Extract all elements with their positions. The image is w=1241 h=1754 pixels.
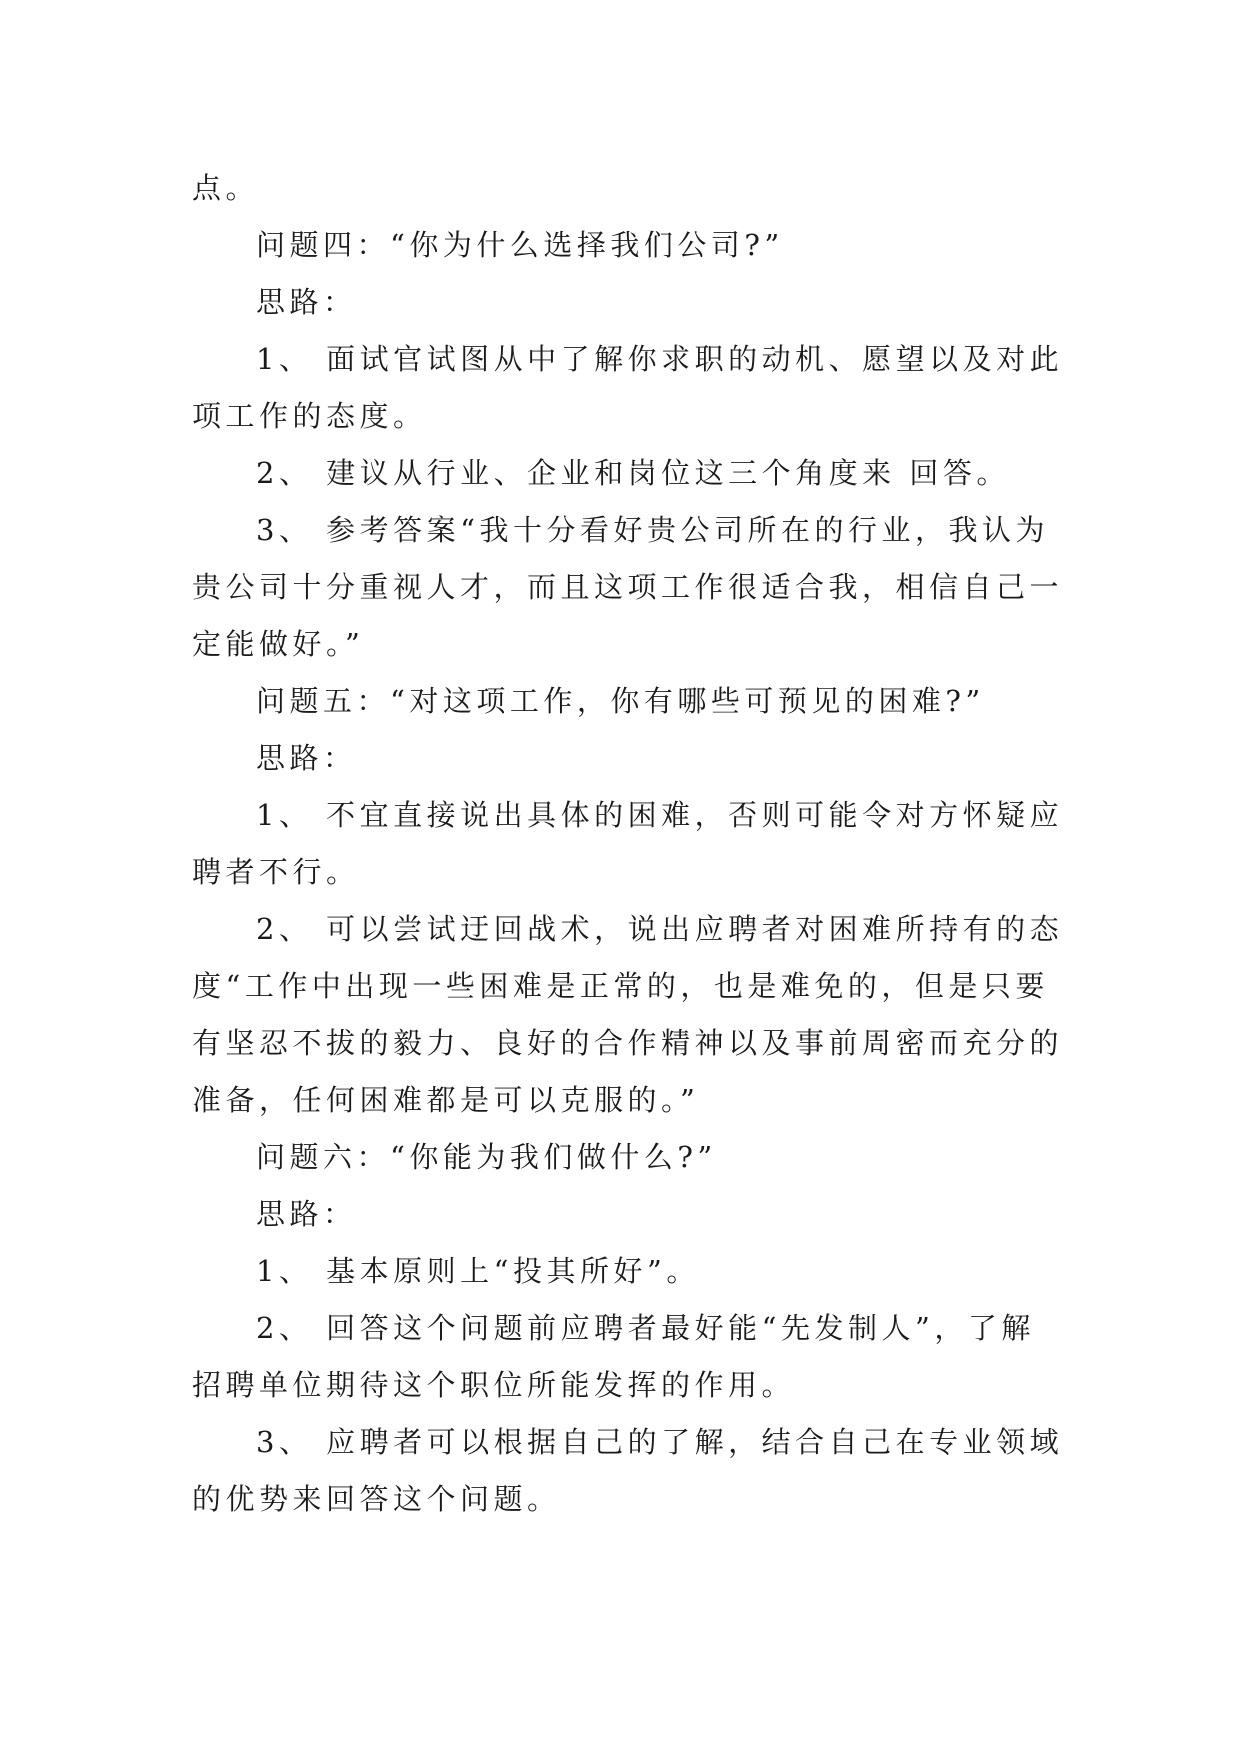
text-line: 项工作的态度。 <box>192 399 427 433</box>
question-heading: 问题五：“对这项工作，你有哪些可预见的困难?” <box>256 684 985 718</box>
text-line: 2、 建议从行业、企业和岗位这三个角度来 回答。 <box>256 456 1010 490</box>
text-line: 3、 参考答案“我十分看好贵公司所在的行业，我认为 <box>256 513 1049 547</box>
approach-label: 思路： <box>256 285 357 319</box>
text-line: 1、 面试官试图从中了解你求职的动机、愿望以及对此 <box>256 342 1064 376</box>
text-line: 2、 可以尝试迂回战术，说出应聘者对困难所持有的态 <box>256 912 1064 946</box>
text-line: 度“工作中出现一些困难是正常的，也是难免的，但是只要 <box>192 969 1049 1003</box>
text-line: 1、 不宜直接说出具体的困难，否则可能令对方怀疑应 <box>256 798 1064 832</box>
text-line: 聘者不行。 <box>192 855 360 889</box>
text-line: 贵公司十分重视人才，而且这项工作很适合我，相信自己一 <box>192 570 1064 604</box>
approach-label: 思路： <box>256 1197 357 1231</box>
text-line: 点。 <box>192 171 260 205</box>
text-line: 招聘单位期待这个职位所能发挥的作用。 <box>192 1368 796 1402</box>
text-line: 的优势来回答这个问题。 <box>192 1482 561 1516</box>
approach-label: 思路： <box>256 741 357 775</box>
question-heading: 问题四：“你为什么选择我们公司?” <box>256 228 784 262</box>
question-heading: 问题六：“你能为我们做什么?” <box>256 1140 717 1174</box>
text-line: 1、 基本原则上“投其所好”。 <box>256 1254 700 1288</box>
text-line: 有坚忍不拔的毅力、良好的合作精神以及事前周密而充分的 <box>192 1026 1064 1060</box>
text-line: 3、 应聘者可以根据自己的了解，结合自己在专业领域 <box>256 1425 1064 1459</box>
text-line: 准备，任何困难都是可以克服的。” <box>192 1083 700 1117</box>
body-text <box>192 160 1064 1528</box>
text-line: 定能做好。” <box>192 627 365 661</box>
text-line: 2、 回答这个问题前应聘者最好能“先发制人”，了解 <box>256 1311 1035 1345</box>
